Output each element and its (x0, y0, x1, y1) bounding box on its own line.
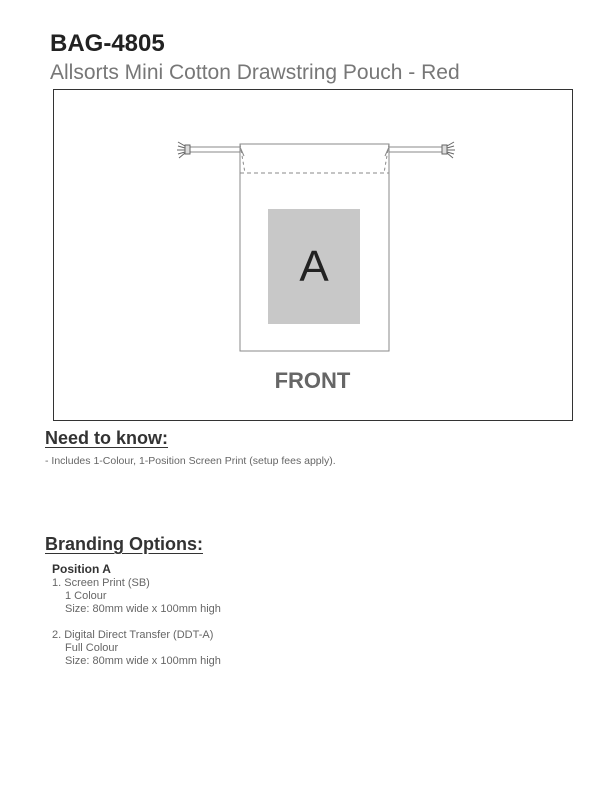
option-size: Size: 80mm wide x 100mm high (65, 603, 221, 615)
option-colour: 1 Colour (65, 590, 107, 602)
print-area-label: A (299, 241, 329, 291)
option-method: 1. Screen Print (SB) (52, 577, 150, 589)
product-name: Allsorts Mini Cotton Drawstring Pouch - Red (50, 61, 460, 84)
option-size: Size: 80mm wide x 100mm high (65, 655, 221, 667)
right-tassel (442, 142, 455, 158)
product-diagram-frame (53, 89, 573, 421)
option-method: 2. Digital Direct Transfer (DDT-A) (52, 629, 214, 641)
product-code: BAG-4805 (50, 30, 165, 57)
position-title: Position A (52, 562, 111, 576)
option-colour: Full Colour (65, 642, 119, 654)
view-label: FRONT (274, 368, 351, 393)
left-tassel (177, 142, 190, 158)
need-to-know-heading: Need to know: (45, 428, 169, 448)
need-to-know-note: - Includes 1-Colour, 1-Position Screen Print (setup fees apply). (45, 455, 336, 467)
print-area-a (268, 209, 360, 324)
branding-options-heading: Branding Options: (45, 534, 203, 554)
branding-options-list (52, 563, 221, 681)
branding-option (52, 629, 221, 668)
branding-option (52, 577, 221, 616)
